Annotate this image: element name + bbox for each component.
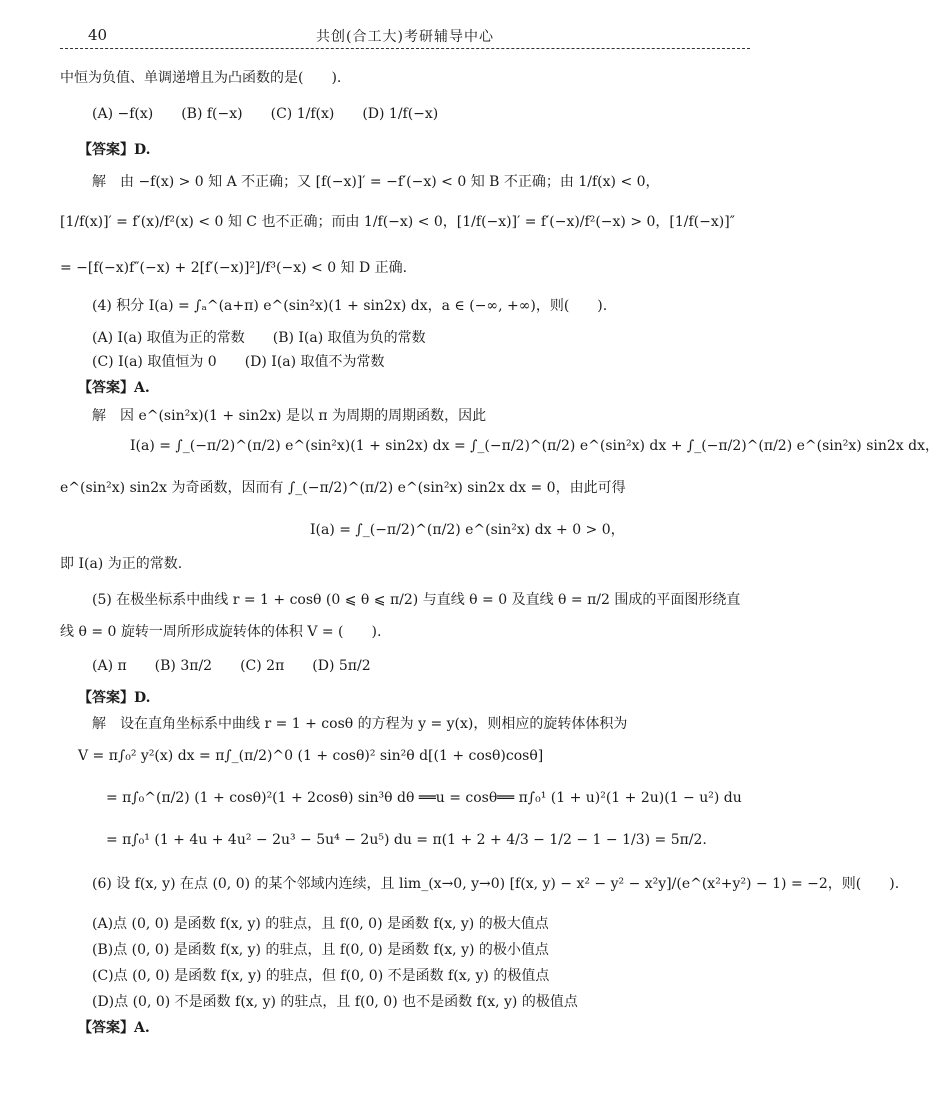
answer-4: 【答案】A. (78, 380, 150, 396)
solution-4-equation-1: I(a) = ∫_(−π/2)^(π/2) e^(sin²x)(1 + sin2x) dx = ∫_(−π/2)^(π/2) e^(sin²x) dx + ∫_(−π/2)^(π/2) e^(sin²x) sin2x dx， (130, 438, 939, 454)
header-rule (60, 48, 750, 49)
question-4-options-ab: (A) I(a) 取值为正的常数 (B) I(a) 取值为负的常数 (92, 330, 426, 346)
solution-5-line-1: 解 设在直角坐标系中曲线 r = 1 + cosθ 的方程为 y = y(x)，则相应的旋转体体积为 (92, 716, 628, 732)
question-5-stem-line-1: (5) 在极坐标系中曲线 r = 1 + cosθ (0 ⩽ θ ⩽ π/2) 与直线 θ = 0 及直线 θ = π/2 围成的平面图形绕直 (92, 592, 741, 608)
solution-3-line-3: = −[f(−x)f″(−x) + 2[f′(−x)]²]/f³(−x) < 0 知 D 正确. (60, 260, 408, 276)
page-header (60, 22, 750, 48)
question-4-options-cd: (C) I(a) 取值恒为 0 (D) I(a) 取值不为常数 (92, 354, 385, 370)
question-6-stem: (6) 设 f(x, y) 在点 (0, 0) 的某个邻域内连续，且 lim_(x→0, y→0) [f(x, y) − x² − y² − x²y]/(e^(x²+y²) − 1) = −2，则( ). (92, 876, 900, 892)
question-5-stem-line-2: 线 θ = 0 旋转一周所形成旋转体的体积 V = ( ). (60, 624, 382, 640)
solution-5-equation-3: = π∫₀¹ (1 + 4u + 4u² − 2u³ − 5u⁴ − 2u⁵) du = π(1 + 2 + 4/3 − 1/2 − 1 − 1/3) = 5π/2. (106, 832, 707, 848)
solution-4-conclusion: 即 I(a) 为正的常数. (60, 556, 183, 572)
solution-5-equation-2: = π∫₀^(π/2) (1 + cosθ)²(1 + 2cosθ) sin³θ dθ ══u = cosθ══ π∫₀¹ (1 + u)²(1 + 2u)(1 − u²) du (106, 790, 742, 806)
answer-6: 【答案】A. (78, 1020, 150, 1036)
answer-3: 【答案】D. (78, 142, 151, 158)
question-4-stem: (4) 积分 I(a) = ∫ₐ^(a+π) e^(sin²x)(1 + sin2x) dx，a ∈ (−∞, +∞)，则( ). (92, 298, 608, 314)
solution-3-line-2: [1/f(x)]′ = f′(x)/f²(x) < 0 知 C 也不正确；而由 1/f(−x) < 0，[1/f(−x)]′ = f′(−x)/f²(−x) > 0，[1/f(−x)]″ (60, 214, 735, 230)
solution-3-line-1: 解 由 −f(x) > 0 知 A 不正确；又 [f(−x)]′ = −f′(−x) < 0 知 B 不正确；由 1/f(x) < 0， (92, 174, 660, 190)
question-6-option-b: (B)点 (0, 0) 是函数 f(x, y) 的驻点，且 f(0, 0) 是函数 f(x, y) 的极小值点 (92, 942, 549, 958)
solution-4-equation-2: I(a) = ∫_(−π/2)^(π/2) e^(sin²x) dx + 0 > 0， (310, 522, 625, 538)
header-title: 共创(合工大)考研辅导中心 (316, 29, 494, 45)
question-6-option-c: (C)点 (0, 0) 是函数 f(x, y) 的驻点，但 f(0, 0) 不是函数 f(x, y) 的极值点 (92, 968, 550, 984)
question-5-options: (A) π (B) 3π/2 (C) 2π (D) 5π/2 (92, 658, 371, 674)
solution-4-line-1: 解 因 e^(sin²x)(1 + sin2x) 是以 π 为周期的周期函数，因此 (92, 408, 487, 424)
page-number: 40 (88, 26, 108, 44)
question-3-options: (A) −f(x) (B) f(−x) (C) 1/f(x) (D) 1/f(−x) (92, 106, 439, 122)
solution-4-line-2: e^(sin²x) sin2x 为奇函数，因而有 ∫_(−π/2)^(π/2) e^(sin²x) sin2x dx = 0，由此可得 (60, 480, 626, 496)
question-3-stem-tail: 中恒为负值、单调递增且为凸函数的是( ). (60, 70, 342, 86)
answer-5: 【答案】D. (78, 690, 151, 706)
question-6-option-d: (D)点 (0, 0) 不是函数 f(x, y) 的驻点，且 f(0, 0) 也不是函数 f(x, y) 的极值点 (92, 994, 578, 1010)
question-6-option-a: (A)点 (0, 0) 是函数 f(x, y) 的驻点，且 f(0, 0) 是函数 f(x, y) 的极大值点 (92, 916, 549, 932)
solution-5-equation-1: V = π∫₀² y²(x) dx = π∫_(π/2)^0 (1 + cosθ)² sin²θ d[(1 + cosθ)cosθ] (78, 748, 544, 764)
